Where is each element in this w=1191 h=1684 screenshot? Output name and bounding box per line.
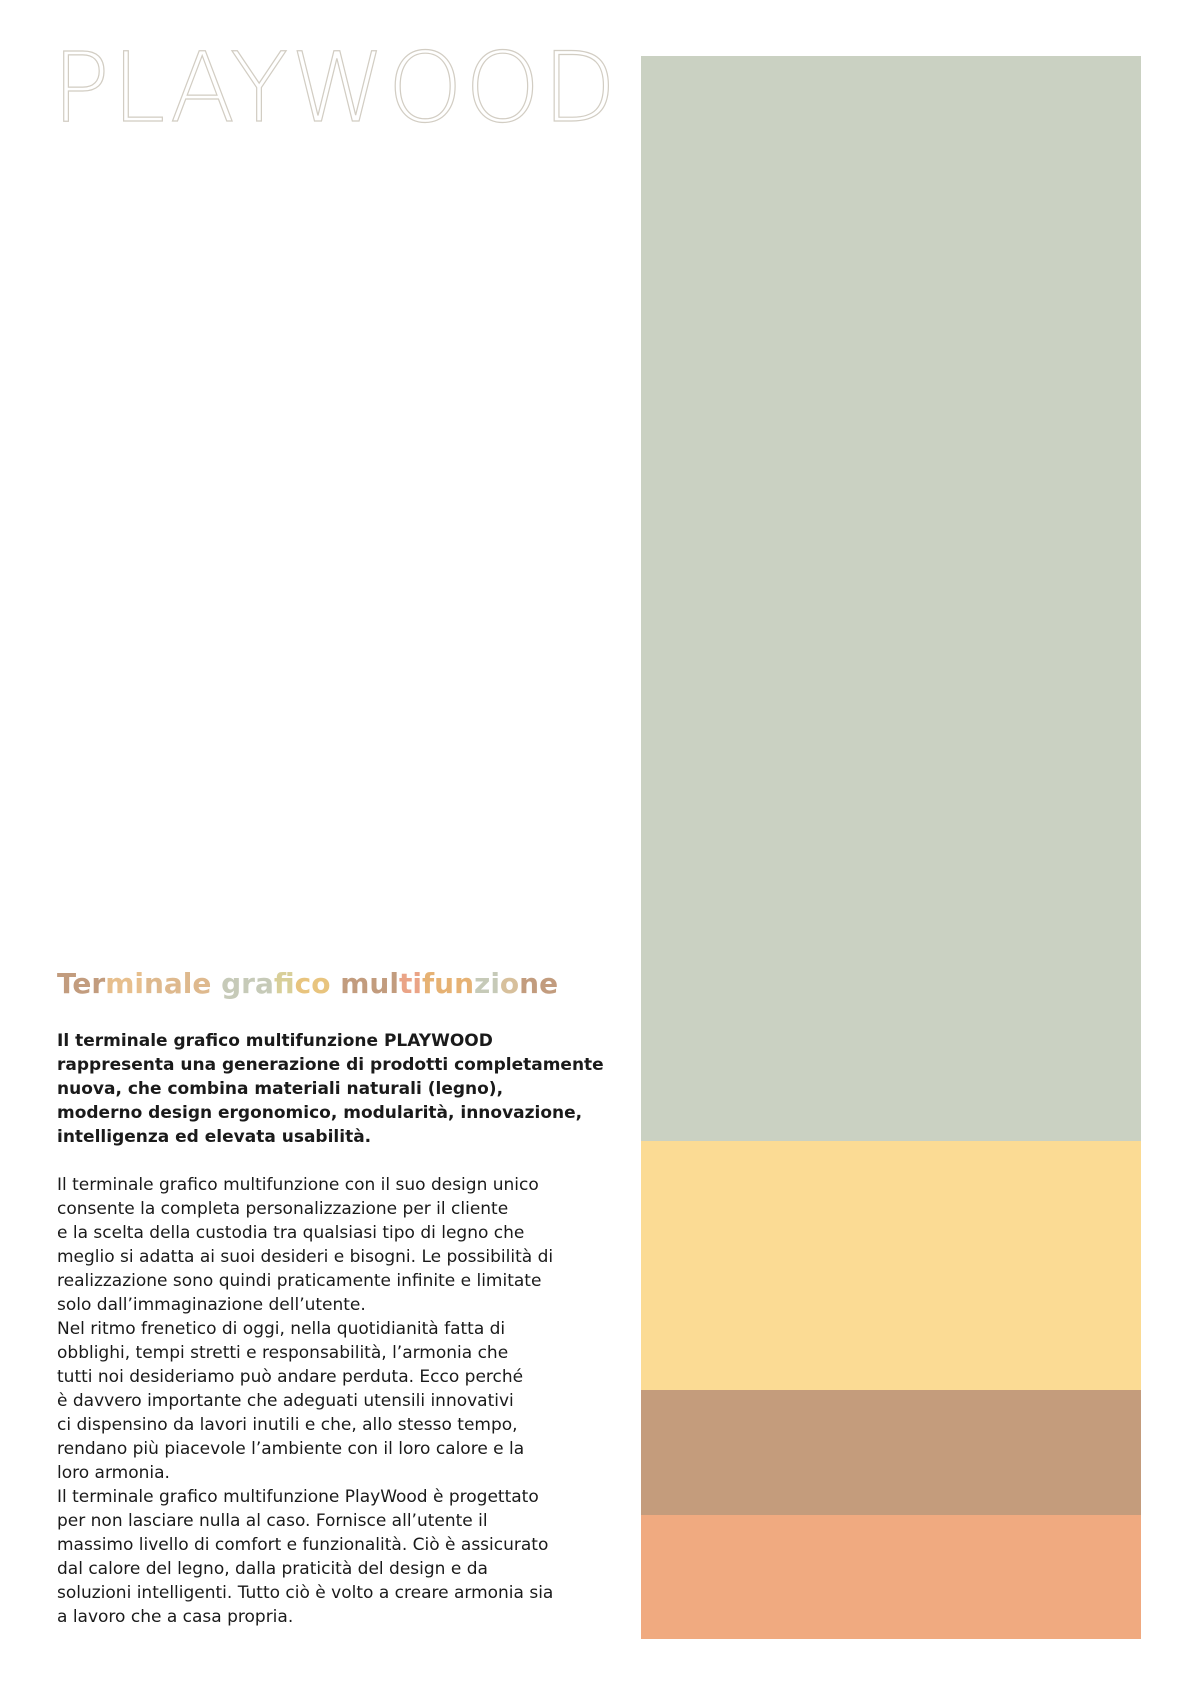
section-heading [57,966,558,1002]
heading-segment: gra [221,967,274,1000]
heading-segment: fun [421,967,475,1000]
heading-segment: ne [519,967,559,1000]
heading-segment: zi [474,967,500,1000]
heading-segment: co [294,967,331,1000]
swatch-wood-brown [641,1390,1141,1515]
body-paragraph: Il terminale grafico multifunzione con il suo design unico consente la completa personalizzazione per il cliente e la scelta della custodia tra qualsiasi tipo di legno che meglio si adatta ai suoi desideri e bisogni. Le possibilità di realizzazione sono quindi praticamente infinite e limitate solo dall’immaginazione dell’utente. Nel ritmo frenetico di oggi, nella quotidianità fatta di obblighi, tempi stretti e responsabilità, l’armonia che tutti noi desideriamo può andare perduta. Ecco perché è davvero importante che adeguati utensili innovativi ci dispensino da lavori inutili e che, allo stesso tempo, rendano più piacevole l’ambiente con il loro calore e la loro armonia. Il terminale grafico multifunzione PlayWood è progettato per non lasciare nulla al caso. Fornisce all’utente il massimo livello di comfort e funzionalità. Ciò è assicurato dal calore del legno, dalla praticità del design e da soluzioni intelligenti. Tutto ciò è volto a creare armonia sia a lavoro che a casa propria. [57,1175,554,1627]
heading-segment: ti [398,967,422,1000]
heading-segment [331,967,341,1000]
swatch-apricot [641,1515,1141,1639]
brand-title: PLAYWOOD [52,32,619,144]
heading-segment [211,967,221,1000]
heading-segment: fi [273,967,295,1000]
heading-segment: Ter [57,967,106,1000]
color-palette-strip [641,56,1141,1639]
heading-segment: o [499,967,520,1000]
heading-segment: nale [143,967,212,1000]
heading-segment: mi [105,967,144,1000]
heading-segment: mul [340,967,399,1000]
intro-paragraph: Il terminale grafico multifunzione PLAYWOOD rappresenta una generazione di prodotti completamente nuova, che combina materiali naturali (legno), moderno design ergonomico, modularità, innovazione, intelligenza ed elevata usabilità. [57,1031,604,1147]
swatch-sand-yellow [641,1141,1141,1390]
swatch-sage [641,56,1141,1141]
